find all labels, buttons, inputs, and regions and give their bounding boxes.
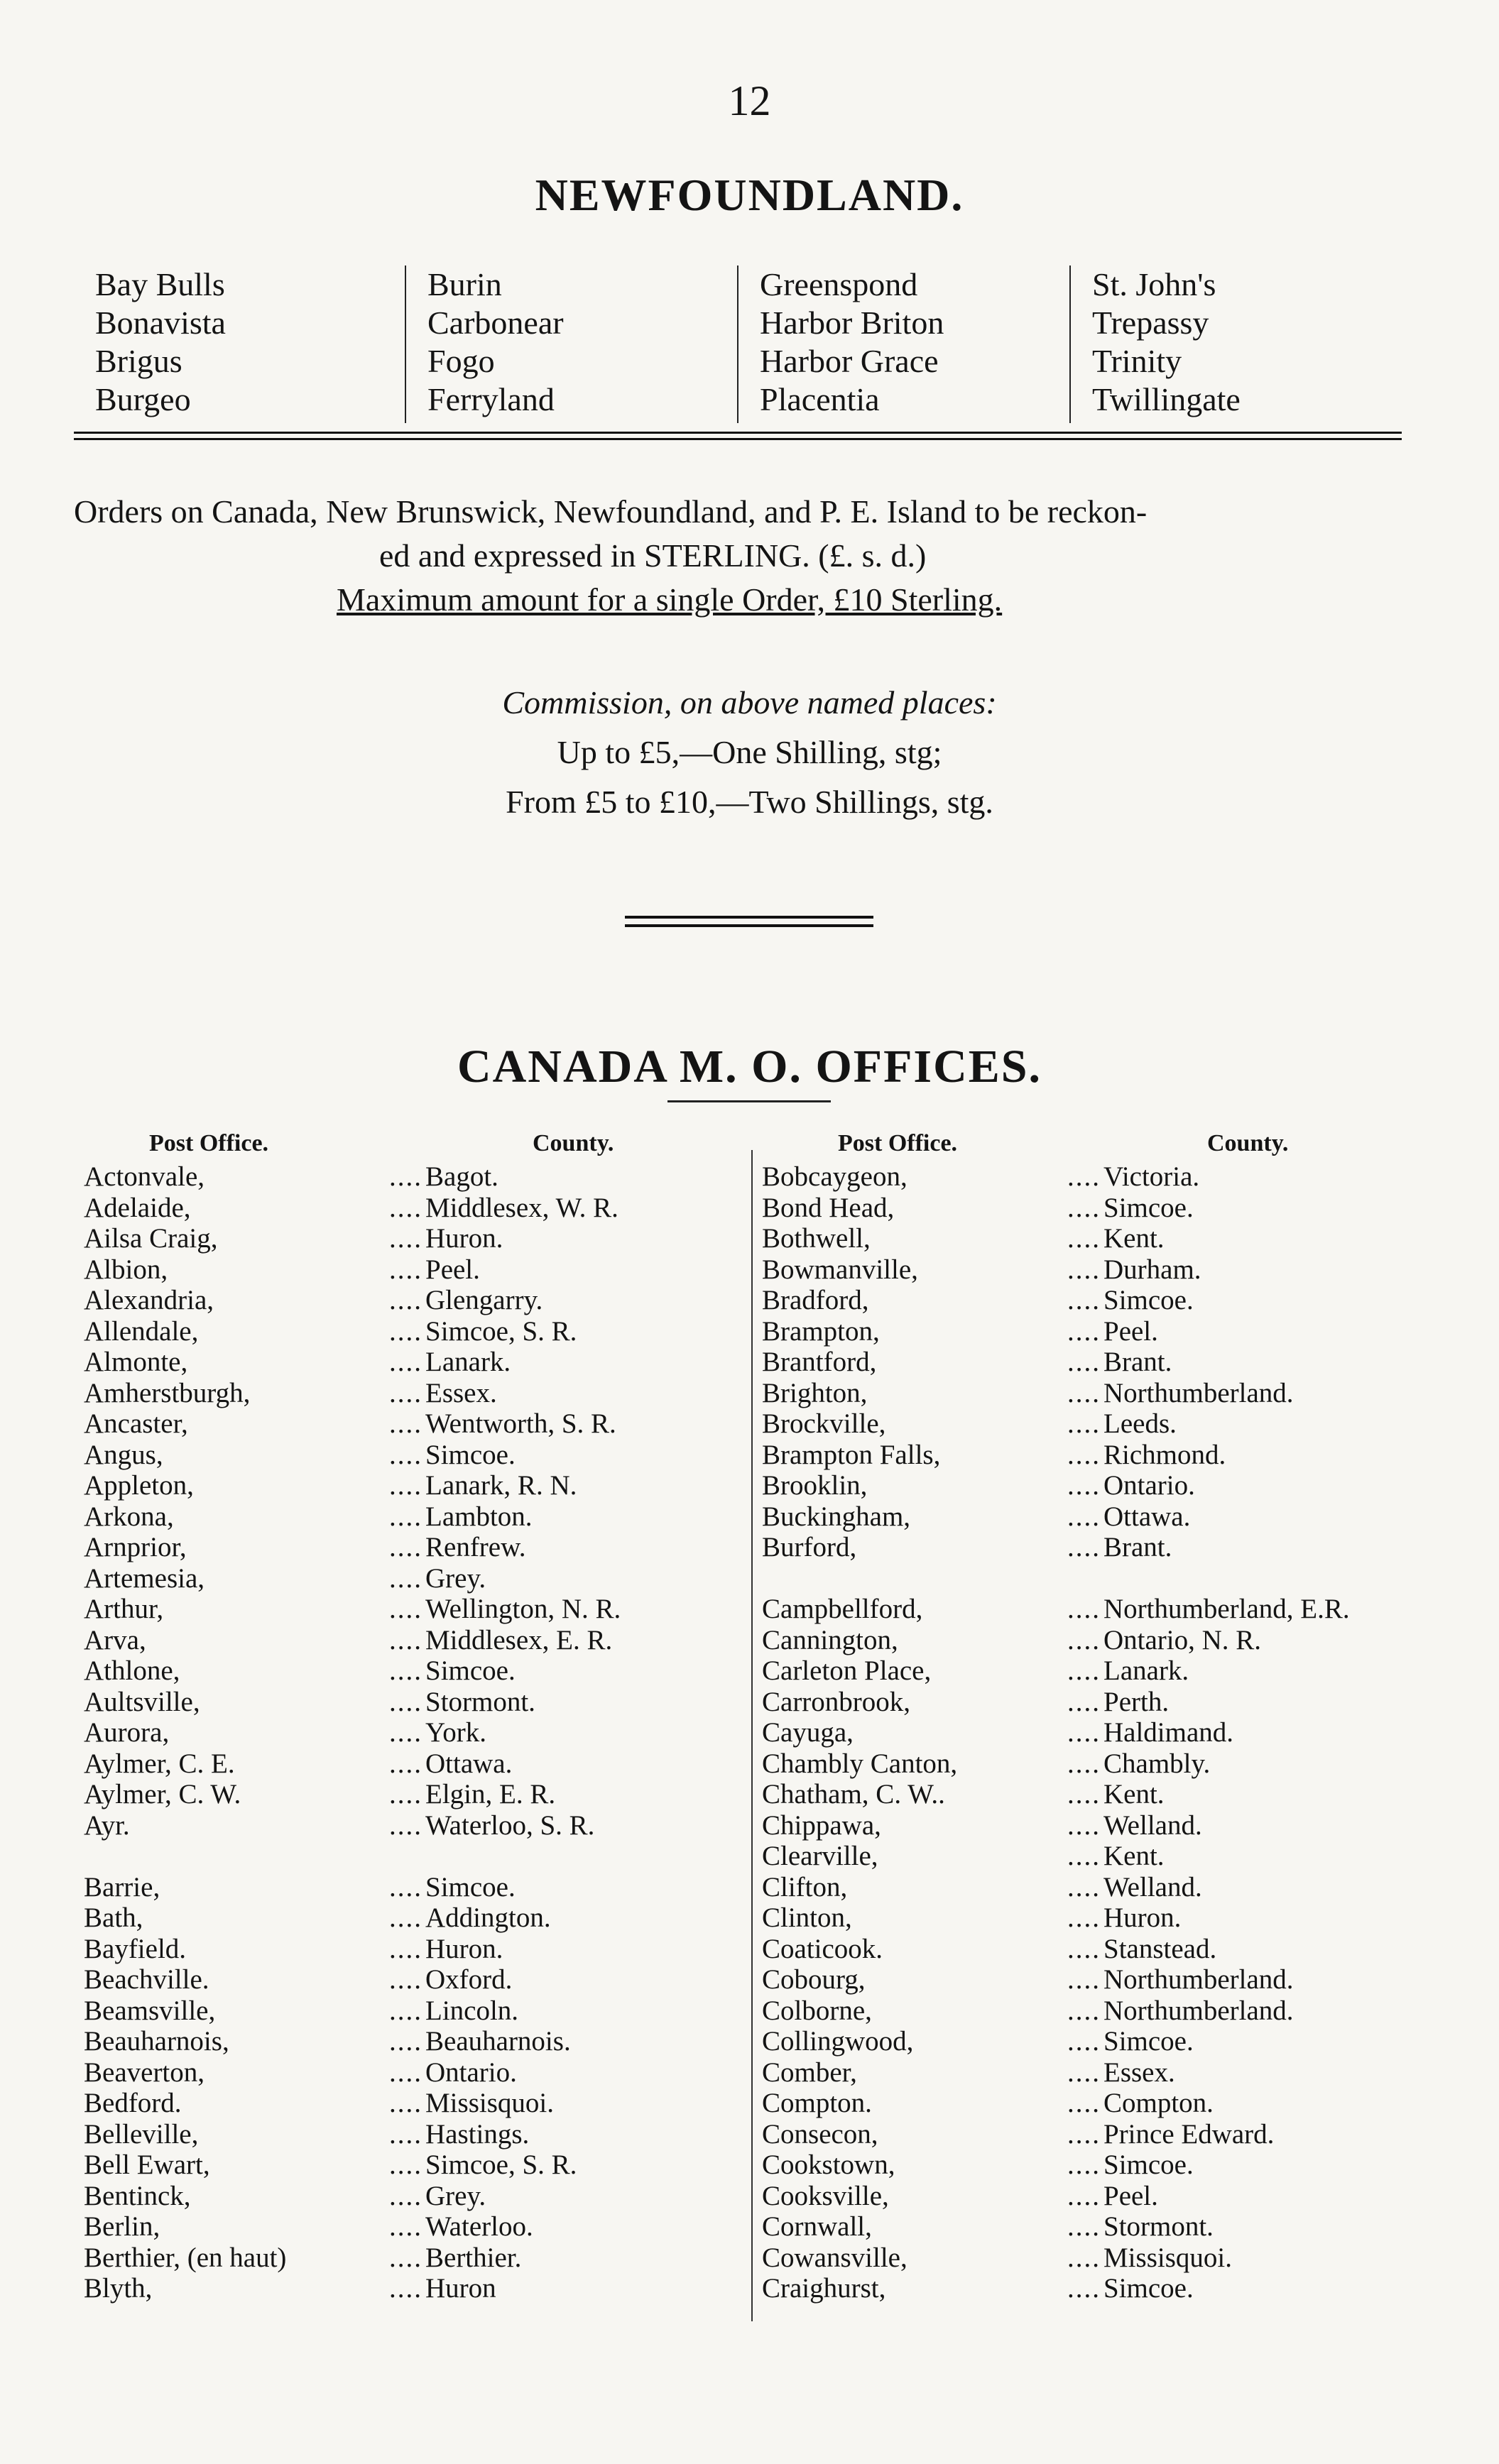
post-office-name: Campbellford,	[762, 1594, 923, 1624]
canada-title: CANADA M. O. OFFICES.	[457, 1041, 1042, 1093]
county-name: .... Ontario.	[389, 2057, 517, 2088]
county-name: .... Stanstead.	[1067, 1934, 1216, 1965]
office-row	[84, 2119, 744, 2150]
post-office-name: Adelaide,	[84, 1192, 191, 1223]
office-row	[762, 1810, 1401, 1841]
post-office-name: Almonte,	[84, 1347, 188, 1377]
county-name: .... Addington.	[389, 1902, 551, 1934]
office-row	[762, 1223, 1401, 1254]
post-office-name: Cobourg,	[762, 1964, 866, 1995]
county-name: .... Essex.	[1067, 2057, 1175, 2088]
county-name: .... Wellington, N. R.	[389, 1594, 621, 1625]
office-row	[84, 1223, 744, 1254]
newfoundland-office: Burin	[427, 266, 502, 302]
post-office-name: Cornwall,	[762, 2211, 872, 2242]
post-office-name: Carleton Place,	[762, 1655, 932, 1686]
office-row	[762, 1470, 1401, 1501]
office-row	[762, 2181, 1401, 2212]
office-row	[84, 1934, 744, 1965]
left-office-list	[84, 1161, 744, 2304]
county-name: .... Wentworth, S. R.	[389, 1408, 616, 1440]
post-office-name: Arnprior,	[84, 1532, 187, 1562]
office-row	[84, 2088, 744, 2119]
county-name: .... Lanark.	[1067, 1655, 1189, 1687]
newfoundland-office: Carbonear	[427, 305, 564, 341]
county-name: .... Waterloo.	[389, 2211, 533, 2243]
post-office-name: Barrie,	[84, 1871, 160, 1902]
county-name: .... Perth.	[1067, 1687, 1169, 1718]
county-name: .... Simcoe.	[1067, 1193, 1194, 1224]
office-row	[84, 1378, 744, 1409]
post-office-name: Bath,	[84, 1902, 143, 1933]
office-row	[84, 1470, 744, 1501]
county-name: .... Chambly.	[1067, 1748, 1210, 1780]
county-name: .... Kent.	[1067, 1841, 1165, 1872]
office-row	[762, 1563, 1401, 1594]
office-row	[762, 1995, 1401, 2027]
county-name: .... Northumberland.	[1067, 1964, 1294, 1995]
post-office-name: Carronbrook,	[762, 1686, 911, 1717]
county-name: .... Stormont.	[389, 1687, 535, 1718]
county-name: .... Lambton.	[389, 1501, 533, 1533]
header-county-left: County.	[533, 1130, 614, 1156]
county-name: .... Lincoln.	[389, 1995, 518, 2027]
county-name: .... Simcoe.	[389, 1655, 516, 1687]
county-name: .... Victoria.	[1067, 1161, 1199, 1193]
office-row	[84, 1964, 744, 1995]
orders-line-1: Orders on Canada, New Brunswick, Newfoundland, and P. E. Island to be reckon-	[74, 493, 1148, 530]
newfoundland-office: Twillingate	[1092, 381, 1241, 417]
office-row	[84, 1810, 744, 1841]
office-row	[762, 1779, 1401, 1810]
post-office-name: Ancaster,	[84, 1408, 188, 1439]
post-office-name: Buckingham,	[762, 1501, 911, 1532]
office-row	[762, 1501, 1401, 1533]
post-office-name: Brantford,	[762, 1347, 877, 1377]
office-row	[762, 1378, 1401, 1409]
county-name: .... Huron	[389, 2273, 496, 2304]
office-row	[84, 1316, 744, 1347]
office-row	[84, 2150, 744, 2181]
county-name: .... Ottawa.	[389, 1748, 512, 1780]
county-name: .... Welland.	[1067, 1872, 1202, 1903]
county-name: .... Waterloo, S. R.	[389, 1810, 594, 1841]
office-row	[762, 2088, 1401, 2119]
newfoundland-column-2	[406, 265, 738, 423]
post-office-name: Bayfield.	[84, 1933, 187, 1964]
county-name: .... Renfrew.	[389, 1532, 526, 1563]
post-office-name: Appleton,	[84, 1470, 194, 1501]
newfoundland-office: Bay Bulls	[95, 266, 225, 302]
header-county-right: County.	[1207, 1130, 1289, 1156]
office-row	[84, 2273, 744, 2304]
newfoundland-column-4	[1071, 265, 1402, 423]
office-row	[762, 1655, 1401, 1687]
office-row	[762, 2211, 1401, 2243]
county-name: .... York.	[389, 1717, 486, 1748]
post-office-name: Clinton,	[762, 1902, 852, 1933]
post-office-name: Aurora,	[84, 1717, 170, 1748]
office-row	[762, 1594, 1401, 1625]
post-office-name: Alexandria,	[84, 1285, 214, 1315]
post-office-name	[762, 1563, 1067, 1594]
office-row	[84, 1779, 744, 1810]
center-divider	[625, 916, 873, 927]
county-name: .... Oxford.	[389, 1964, 512, 1995]
newfoundland-office: Placentia	[760, 381, 880, 417]
office-row	[84, 1872, 744, 1903]
county-name: .... Hastings.	[389, 2119, 529, 2150]
post-office-name: Bentinck,	[84, 2180, 191, 2211]
office-row	[762, 2026, 1401, 2057]
post-office-name: Clearville,	[762, 1841, 878, 1871]
post-office-name: Comber,	[762, 2057, 857, 2088]
office-row	[84, 2026, 744, 2057]
post-office-name: Craighurst,	[762, 2273, 886, 2304]
office-row	[84, 1748, 744, 1780]
newfoundland-office: Bonavista	[95, 305, 226, 341]
post-office-name: Ayr.	[84, 1809, 130, 1841]
post-office-name: Allendale,	[84, 1315, 199, 1347]
county-name: .... Simcoe.	[389, 1440, 516, 1471]
post-office-name: Cowansville,	[762, 2242, 907, 2273]
office-row	[84, 1408, 744, 1440]
post-office-name: Collingwood,	[762, 2026, 914, 2057]
county-name: .... Prince Edward.	[1067, 2119, 1274, 2150]
post-office-name: Aylmer, C. W.	[84, 1779, 241, 1809]
newfoundland-office: Harbor Grace	[760, 343, 939, 379]
county-name: .... Northumberland.	[1067, 1995, 1294, 2027]
office-row	[84, 1841, 744, 1872]
post-office-name: Burford,	[762, 1532, 857, 1562]
office-row	[84, 1532, 744, 1563]
commission-line-2: From £5 to £10,—Two Shillings, stg.	[506, 784, 993, 820]
post-office-name: Cookstown,	[762, 2150, 895, 2180]
office-row	[762, 1687, 1401, 1718]
county-name: .... Northumberland.	[1067, 1378, 1294, 1409]
county-name: .... Missisquoi.	[389, 2088, 554, 2119]
county-name: .... Simcoe.	[1067, 2273, 1194, 2304]
column-divider	[751, 1150, 753, 2321]
office-row	[84, 1254, 744, 1286]
section-divider	[74, 432, 1402, 440]
office-row	[84, 1995, 744, 2027]
newfoundland-office: Burgeo	[95, 381, 191, 417]
county-name: .... Huron.	[389, 1934, 503, 1965]
office-row	[84, 1655, 744, 1687]
office-row	[84, 1501, 744, 1533]
office-row	[762, 1285, 1401, 1316]
newfoundland-office: Harbor Briton	[760, 305, 944, 341]
office-row	[762, 1625, 1401, 1656]
office-row	[84, 1902, 744, 1934]
post-office-name: Cooksville,	[762, 2180, 889, 2211]
post-office-name: Artemesia,	[84, 1562, 205, 1594]
post-office-name: Beamsville,	[84, 1995, 216, 2026]
office-row	[84, 2211, 744, 2243]
post-office-name: Berthier, (en haut)	[84, 2242, 287, 2273]
post-office-name: Brampton Falls,	[762, 1439, 941, 1470]
post-office-name: Beauharnois,	[84, 2026, 229, 2057]
post-office-name: Chambly Canton,	[762, 1748, 958, 1779]
county-name: .... Stormont.	[1067, 2211, 1214, 2243]
header-post-office-left: Post Office.	[149, 1130, 269, 1156]
post-office-name: Brampton,	[762, 1315, 880, 1347]
office-row	[762, 1532, 1401, 1563]
post-office-name: Angus,	[84, 1439, 163, 1470]
post-office-name: Cayuga,	[762, 1717, 854, 1748]
post-office-name: Colborne,	[762, 1995, 872, 2026]
post-office-name: Actonvale,	[84, 1161, 205, 1192]
newfoundland-office: Trinity	[1092, 343, 1182, 379]
county-name: .... Middlesex, W. R.	[389, 1193, 618, 1224]
post-office-name: Aylmer, C. E.	[84, 1748, 235, 1779]
county-name: .... Grey.	[389, 1563, 486, 1594]
county-name: .... Kent.	[1067, 1779, 1165, 1810]
office-row	[84, 2243, 744, 2274]
post-office-name: Beachville.	[84, 1964, 209, 1995]
post-office-name: Chatham, C. W..	[762, 1779, 945, 1809]
post-office-name: Blyth,	[84, 2273, 153, 2304]
post-office-name: Brooklin,	[762, 1470, 868, 1501]
county-name: .... Ottawa.	[1067, 1501, 1190, 1533]
office-row	[762, 2243, 1401, 2274]
county-name: .... Lanark.	[389, 1347, 511, 1378]
office-row	[762, 1902, 1401, 1934]
county-name: .... Missisquoi.	[1067, 2243, 1232, 2274]
county-name: .... Ontario, N. R.	[1067, 1625, 1261, 1656]
county-name: .... Durham.	[1067, 1254, 1201, 1286]
post-office-name: Aultsville,	[84, 1686, 200, 1717]
office-row	[84, 1625, 744, 1656]
header-post-office-right: Post Office.	[838, 1130, 958, 1156]
county-name: .... Essex.	[389, 1378, 497, 1409]
post-office-name: Bedford.	[84, 2088, 182, 2118]
post-office-name: Beaverton,	[84, 2057, 205, 2088]
newfoundland-office: St. John's	[1092, 266, 1216, 302]
post-office-name: Coaticook.	[762, 1933, 883, 1964]
office-row	[762, 1748, 1401, 1780]
county-name: .... Welland.	[1067, 1810, 1202, 1841]
county-name: .... Haldimand.	[1067, 1717, 1233, 1748]
county-name: .... Peel.	[1067, 2181, 1158, 2212]
county-name	[389, 1841, 392, 1872]
county-name: .... Northumberland, E.R.	[1067, 1594, 1350, 1625]
office-row	[762, 2273, 1401, 2304]
office-row	[762, 1254, 1401, 1286]
county-name: .... Simcoe, S. R.	[389, 2150, 577, 2181]
post-office-name: Consecon,	[762, 2118, 878, 2150]
post-office-name: Berlin,	[84, 2211, 160, 2242]
page-number: 12	[728, 77, 771, 124]
county-name: .... Berthier.	[389, 2243, 521, 2274]
office-row	[762, 1964, 1401, 1995]
county-name: .... Huron.	[1067, 1902, 1181, 1934]
office-row	[84, 2181, 744, 2212]
county-name: .... Simcoe.	[1067, 2026, 1194, 2057]
office-row	[84, 1563, 744, 1594]
office-row	[762, 1440, 1401, 1471]
post-office-name: Arthur,	[84, 1594, 164, 1624]
county-name: .... Grey.	[389, 2181, 486, 2212]
post-office-name: Cannington,	[762, 1624, 898, 1655]
county-name: .... Middlesex, E. R.	[389, 1625, 612, 1656]
post-office-name: Bradford,	[762, 1285, 869, 1315]
post-office-name: Clifton,	[762, 1871, 848, 1902]
office-row	[84, 2057, 744, 2088]
post-office-name: Brighton,	[762, 1377, 868, 1408]
post-office-name: Compton.	[762, 2088, 872, 2118]
county-name: .... Ontario.	[1067, 1470, 1195, 1501]
canada-title-underline	[667, 1100, 831, 1102]
orders-line-2: ed and expressed in STERLING. (£. s. d.)	[379, 537, 927, 574]
post-office-name: Arkona,	[84, 1501, 174, 1532]
office-row	[84, 1347, 744, 1378]
office-row	[762, 1316, 1401, 1347]
county-name: .... Peel.	[1067, 1316, 1158, 1347]
newfoundland-office: Ferryland	[427, 381, 555, 417]
office-row	[762, 1347, 1401, 1378]
office-row	[84, 1193, 744, 1224]
newfoundland-title: NEWFOUNDLAND.	[535, 170, 964, 220]
post-office-name: Chippawa,	[762, 1809, 881, 1841]
post-office-name: Bell Ewart,	[84, 2150, 210, 2180]
post-office-name: Bobcaygeon,	[762, 1161, 907, 1192]
county-name: .... Beauharnois.	[389, 2026, 571, 2057]
commission-block	[0, 678, 1499, 827]
newfoundland-column-3	[738, 265, 1071, 423]
office-row	[762, 1717, 1401, 1748]
office-row	[762, 1872, 1401, 1903]
post-office-name: Bowmanville,	[762, 1254, 918, 1285]
office-row	[84, 1717, 744, 1748]
office-row	[84, 1440, 744, 1471]
office-row	[762, 1161, 1401, 1193]
office-row	[84, 1161, 744, 1193]
newfoundland-office: Trepassy	[1092, 305, 1209, 341]
newfoundland-office: Fogo	[427, 343, 495, 379]
office-row	[762, 2057, 1401, 2088]
post-office-name: Amherstburgh,	[84, 1377, 251, 1408]
office-row	[84, 1285, 744, 1316]
newfoundland-column-1	[74, 265, 406, 423]
county-name: .... Simcoe.	[1067, 2150, 1194, 2181]
post-office-name: Arva,	[84, 1624, 146, 1655]
office-row	[762, 1841, 1401, 1872]
county-name: .... Brant.	[1067, 1347, 1172, 1378]
county-name: .... Simcoe, S. R.	[389, 1316, 577, 1347]
county-name	[1067, 1563, 1070, 1594]
county-name: .... Simcoe.	[1067, 1285, 1194, 1316]
office-row	[762, 2119, 1401, 2150]
office-row	[84, 1687, 744, 1718]
post-office-name: Ailsa Craig,	[84, 1223, 218, 1254]
county-name: .... Leeds.	[1067, 1408, 1177, 1440]
office-row	[762, 1934, 1401, 1965]
county-name: .... Huron.	[389, 1223, 503, 1254]
county-name: .... Simcoe.	[389, 1872, 516, 1903]
county-name: .... Glengarry.	[389, 1285, 543, 1316]
office-row	[762, 1408, 1401, 1440]
commission-line-1: Up to £5,—One Shilling, stg;	[557, 734, 942, 770]
county-name: .... Lanark, R. N.	[389, 1470, 577, 1501]
orders-notice	[74, 490, 1409, 622]
newfoundland-office: Brigus	[95, 343, 182, 379]
post-office-name: Belleville,	[84, 2118, 199, 2150]
post-office-name: Bothwell,	[762, 1223, 871, 1254]
post-office-name: Bond Head,	[762, 1192, 895, 1223]
post-office-name: Athlone,	[84, 1655, 180, 1686]
county-name: .... Kent.	[1067, 1223, 1165, 1254]
newfoundland-office: Greenspond	[760, 266, 918, 302]
post-office-name: Albion,	[84, 1254, 168, 1285]
right-office-list	[762, 1161, 1401, 2304]
office-row	[84, 1594, 744, 1625]
county-name: .... Richmond.	[1067, 1440, 1226, 1471]
office-row	[762, 2150, 1401, 2181]
county-name: .... Compton.	[1067, 2088, 1214, 2119]
post-office-name: Brockville,	[762, 1408, 886, 1439]
commission-title: Commission, on above named places:	[502, 684, 997, 721]
county-name: .... Peel.	[389, 1254, 480, 1286]
county-name: .... Brant.	[1067, 1532, 1172, 1563]
county-name: .... Elgin, E. R.	[389, 1779, 555, 1810]
post-office-name	[84, 1841, 389, 1872]
orders-maximum-line: Maximum amount for a single Order, £10 Sterling.	[337, 581, 1003, 618]
office-row	[762, 1193, 1401, 1224]
newfoundland-offices-grid	[74, 265, 1402, 423]
county-name: .... Bagot.	[389, 1161, 498, 1193]
